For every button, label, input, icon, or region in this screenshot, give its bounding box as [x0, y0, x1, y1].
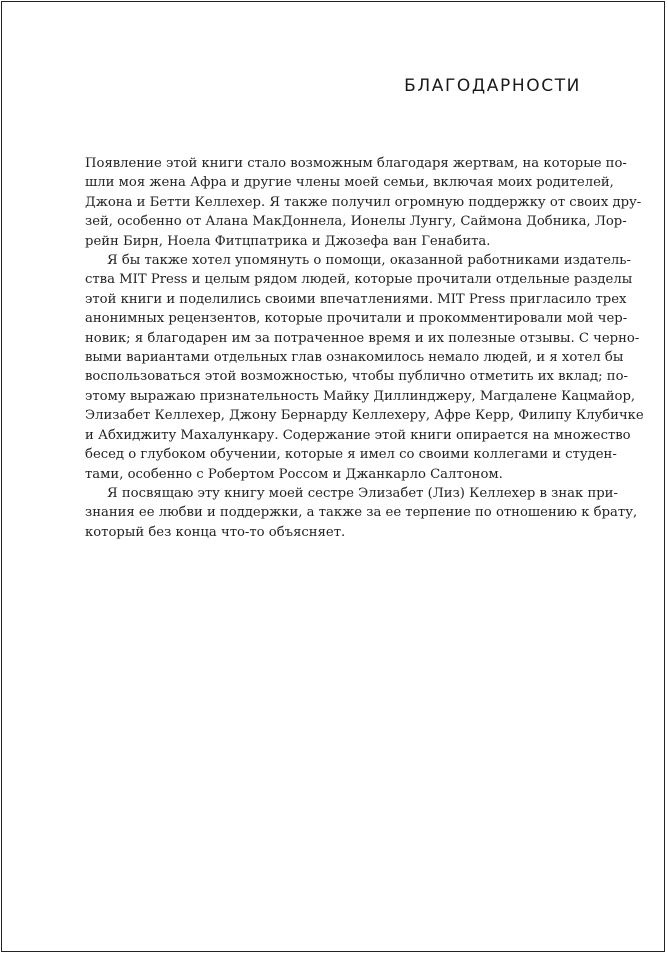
- text-line: этой книги и поделились своими впечатлениями. MIT Press пригласило трех: [85, 291, 627, 307]
- paragraph: [85, 484, 638, 542]
- text-line: шли моя жена Афра и другие члены моей семьи, включая моих родителей,: [85, 175, 614, 191]
- text-line: тами, особенно с Робертом Россом и Джанкарло Салтоном.: [85, 466, 503, 482]
- text-line: бесед о глубоком обучении, которые я имел со своими коллегами и студен-: [85, 447, 617, 463]
- acknowledgements-text: [85, 154, 644, 542]
- paragraph: [85, 154, 642, 251]
- text-line: Элизабет Келлехер, Джону Бернарду Келлехеру, Афре Керр, Филипу Клубичке: [85, 408, 644, 424]
- text-line: знания ее любви и поддержки, а также за ее терпение по отношению к брату,: [85, 505, 638, 521]
- text-line: воспользоваться этой возможностью, чтобы публично отметить их вклад; по-: [85, 369, 628, 385]
- text-line: который без конца что-то объясняет.: [85, 524, 346, 540]
- page-title: БЛАГОДАРНОСТИ: [404, 76, 581, 96]
- text-line: и Абхиджиту Махалункару. Содержание этой книги опирается на множество: [85, 427, 631, 443]
- text-line: анонимных рецензентов, которые прочитали и прокомментировали мой чер-: [85, 311, 628, 327]
- text-line: выми вариантами отдельных глав ознакомилось немало людей, и я хотел бы: [85, 350, 624, 366]
- text-line: Джона и Бетти Келлехер. Я также получил огромную поддержку от своих дру-: [85, 194, 642, 210]
- text-line: рейн Бирн, Ноела Фитцпатрика и Джозефа ван Генабита.: [85, 233, 491, 249]
- text-line: этому выражаю признательность Майку Диллинджеру, Магдалене Кацмайор,: [85, 388, 636, 404]
- text-line: ства MIT Press и целым рядом людей, которые прочитали отдельные разделы: [85, 272, 633, 288]
- text-line: Я посвящаю эту книгу моей сестре Элизабет (Лиз) Келлехер в знак при-: [107, 485, 618, 501]
- text-line: зей, особенно от Алана МакДоннела, Ионелы Лунгу, Саймона Добника, Лор-: [85, 214, 627, 230]
- text-line: Появление этой книги стало возможным благодаря жертвам, на которые по-: [85, 156, 627, 171]
- text-line: новик; я благодарен им за потраченное время и их полезные отзывы. С черно-: [85, 330, 640, 346]
- paragraph: [85, 251, 644, 484]
- text-line: Я бы также хотел упомянуть о помощи, оказанной работниками издатель-: [107, 253, 631, 269]
